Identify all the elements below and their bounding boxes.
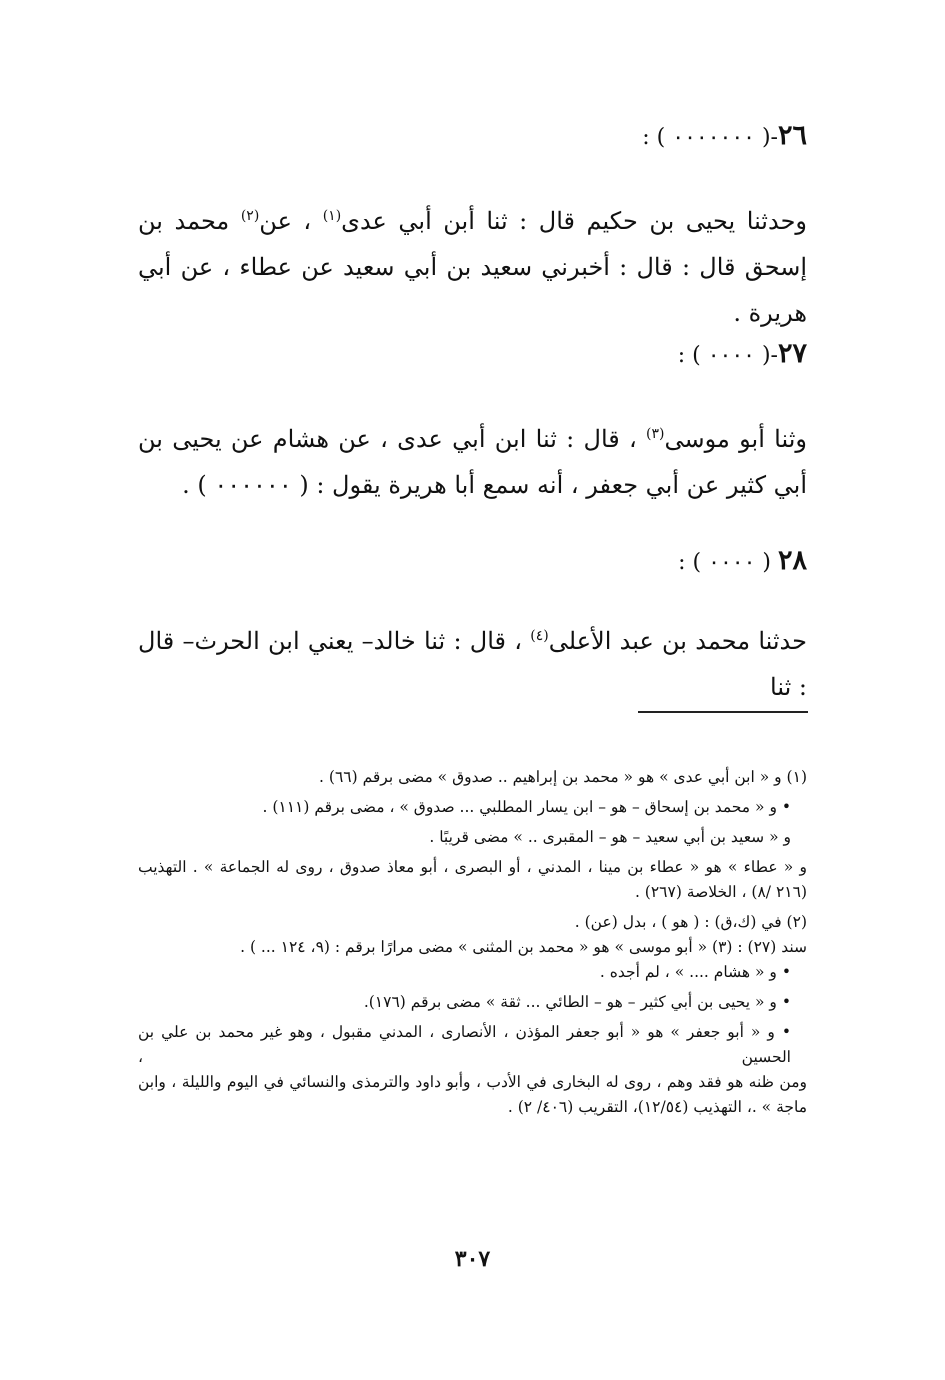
footnote-marker: (١): [322, 208, 342, 224]
section-paragraph-26: [138, 198, 807, 336]
paragraph-text: ، عن: [259, 207, 323, 235]
footnote-line: (١) و « ابن أبي عدى » هو « محمد بن إبراهيم .. صدوق » مضى برقم (٦٦) .: [319, 768, 807, 786]
paragraph-text: حدثنا محمد بن عبد الأعلى: [548, 627, 807, 655]
footnote-line: • و « يحيى بن أبي كثير – هو – الطائي ... ثقة » مضى برقم (١٧٦).: [363, 993, 791, 1011]
section-number: ٢٨: [777, 545, 807, 576]
footnote-line: • و « أبو جعفر » هو « أبو جعفر المؤذن ، الأنصارى ، المدني مقبول ، وهو غير محمد بن علي بن الحسين ،: [138, 1023, 791, 1066]
footnote-line: • و « هشام .... » ، لم أجده .: [599, 963, 791, 981]
section-heading-27: [678, 338, 807, 369]
section-number: ٢٧: [777, 338, 807, 369]
section-paragraph-28: [138, 618, 807, 710]
footnote-line: و « سعيد بن أبي سعيد – هو – المقبرى .. » مضى قريبًا .: [429, 828, 791, 846]
footnote-line: سند (٢٧) : (٣) « أبو موسى » هو « محمد بن المثنى » مضى مرارًا برقم : (٩، ١٢٤ ... ) .: [240, 938, 807, 956]
footnote-marker: (٢): [240, 208, 260, 224]
footnote-line: • و « محمد بن إسحاق – هو – ابن يسار المطلبي ... صدوق » ، مضى برقم (١١١) .: [262, 798, 791, 816]
section-number: ٢٦: [777, 120, 807, 151]
footnote-line: (٢١٦ /٨) ، الخلاصة (٢٦٧) .: [634, 883, 807, 901]
footnote-line: (٢) في (ك،ق) : ( هو ) ، بدل (عن) .: [574, 913, 807, 931]
section-heading-rest: ( ٠٠٠٠ ) :: [678, 550, 778, 575]
footnote-line: و « عطاء » هو « عطاء بن مينا ، المدني ، أو البصرى ، أبو معاذ صدوق ، روى له الجماعة » . التهذيب: [138, 858, 807, 876]
paragraph-text: وحدثنا يحيى بن حكيم قال : ثنا أبن أبي عدى: [341, 207, 808, 235]
paragraph-text: وثنا أبو موسى: [664, 425, 807, 453]
footnotes: [138, 765, 807, 1120]
section-paragraph-27: [138, 416, 807, 508]
footnote-separator: [638, 711, 808, 713]
paragraph-text: ، قال : ثنا ابن أبي عدى ، عن هشام عن يحيى بن أبي كثير عن أبي جعفر ، أنه سمع أبا هريرة يقول : ( ٠٠٠٠٠٠ ) .: [138, 425, 807, 499]
section-heading-rest: -( ٠٠٠٠٠٠٠ ) :: [642, 125, 778, 150]
footnote-line: ومن ظنه هو فقد وهم ، روى له البخارى في الأدب ، وأبو داود والترمذى والنسائي في اليوم والليلة ، وابن: [138, 1073, 807, 1091]
paragraph-text: محمد بن إسحق قال : قال : أخبرني سعيد بن أبي سعيد عن عطاء ، عن أبي هريرة .: [138, 207, 807, 327]
section-heading-28: [678, 545, 807, 576]
section-heading-rest: -( ٠٠٠٠ ) :: [677, 343, 778, 368]
footnote-marker: (٤): [530, 628, 549, 644]
section-heading-26: [642, 120, 807, 151]
page-number: ٣٠٧: [454, 1246, 491, 1272]
footnote-line: ماجة » .، التهذيب (١٢/٥٤)، التقريب (٤٠٦/ ٢) .: [507, 1098, 807, 1116]
footnote-marker: (٣): [646, 426, 665, 442]
paragraph-text: ، قال : ثنا خالد– يعني ابن الحرث– قال : ثنا: [138, 627, 807, 701]
